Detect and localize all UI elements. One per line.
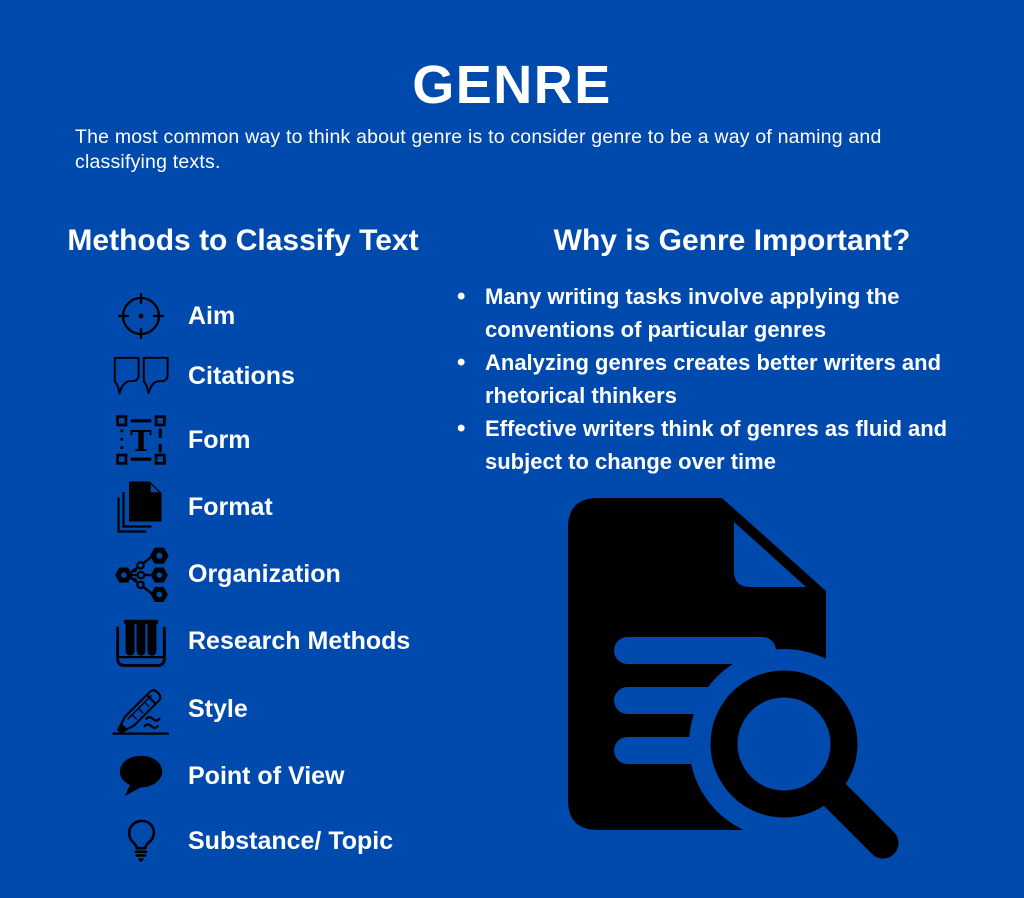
method-item-form <box>110 409 470 471</box>
target-icon <box>110 285 172 347</box>
method-label: Point of View <box>188 761 345 790</box>
why-bullet-list <box>452 280 976 478</box>
method-label: Form <box>188 425 251 454</box>
method-item-point-of-view <box>110 745 470 807</box>
method-item-style <box>110 678 470 740</box>
method-label: Format <box>188 492 273 521</box>
speech-bubble-icon <box>110 745 172 807</box>
intro-text: The most common way to think about genre is to consider genre to be a way of naming and classifying texts. <box>75 126 882 173</box>
quotation-marks-icon <box>110 345 172 407</box>
svg-text:T: T <box>130 423 152 458</box>
text-selection-icon <box>110 409 172 471</box>
document-stack-icon <box>110 476 172 538</box>
pencil-icon <box>110 678 172 740</box>
method-item-research-methods <box>110 610 470 672</box>
test-tubes-icon <box>110 610 172 672</box>
method-item-citations <box>110 345 470 407</box>
bullet-item: • Effective writers think of genres as fluid and subject to change over time <box>452 412 976 478</box>
method-label: Style <box>188 694 248 723</box>
lightbulb-icon <box>110 810 172 872</box>
method-label: Citations <box>188 361 295 390</box>
page-title: GENRE <box>412 55 612 115</box>
network-icon <box>110 543 172 605</box>
method-item-aim <box>110 285 470 347</box>
bullet-item: • Many writing tasks involve applying the conventions of particular genres <box>452 280 976 346</box>
method-item-organization <box>110 543 470 605</box>
bullet-item: • Analyzing genres creates better writers and rhetorical thinkers <box>452 346 976 412</box>
method-item-format <box>110 476 470 538</box>
method-item-substance-topic <box>110 810 470 872</box>
methods-heading: Methods to Classify Text <box>67 224 419 257</box>
method-label: Aim <box>188 301 236 330</box>
method-label: Research Methods <box>188 626 411 655</box>
why-heading: Why is Genre Important? <box>553 224 911 257</box>
method-label: Organization <box>188 559 341 588</box>
document-search-icon <box>552 482 924 882</box>
method-label: Substance/ Topic <box>188 826 394 855</box>
